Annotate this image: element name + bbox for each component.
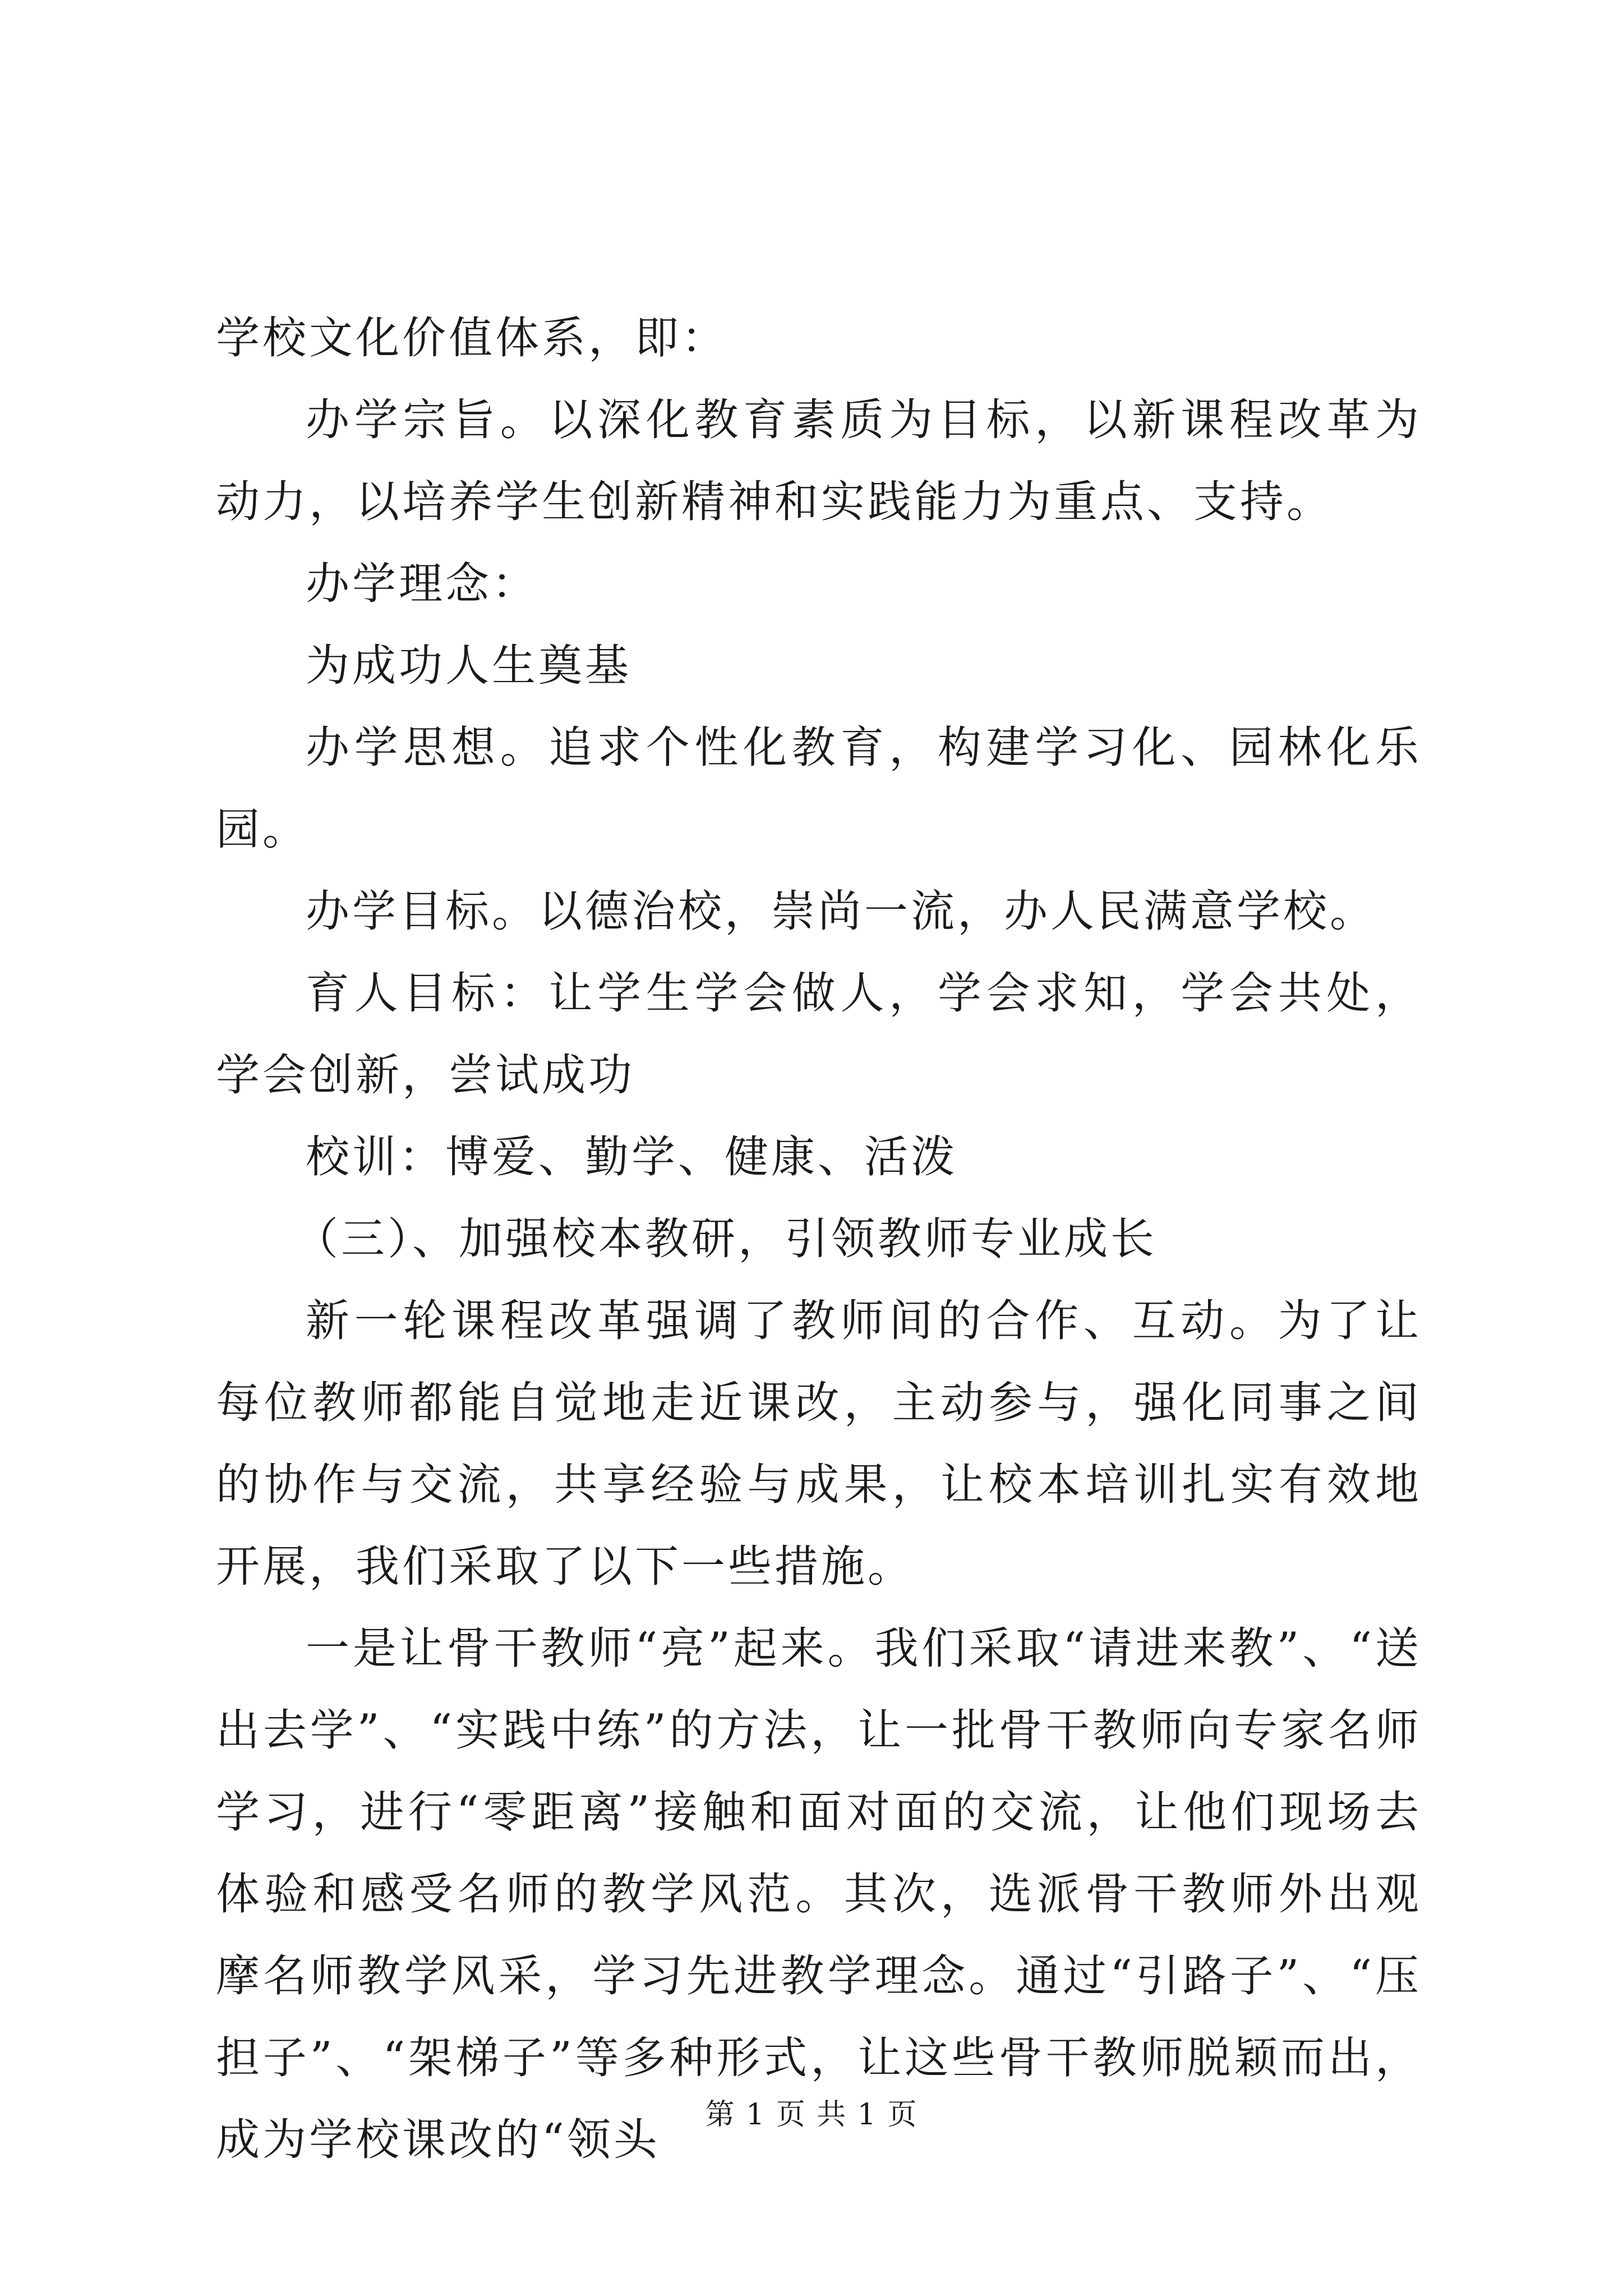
paragraph-intro: 学校文化价值体系，即： [216,313,728,364]
paragraph-key-teachers: 一是让骨干教师“亮”起来。我们采取“请进来教”、“送出去学”、“实践中练”的方法，让一批骨干教师向专家名师学习，进行“零距离”接触和面对面的交流，让他们现场去体验和感受名师的教学风范。其次，选派骨干教师外出观摩名师教学风采，学习先进教学理念。通过“引路子”、“压担子”、“架梯子”等多种形式，让这些骨干教师脱颖而出，成为学校课改的“领头 [216,1623,1422,2165]
paragraph-school-goal: 办学目标。以德治校，崇尚一流，办人民满意学校。 [306,886,1377,937]
paragraph-school-thought: 办学思想。追求个性化教育，构建学习化、园林化乐园。 [216,723,1422,855]
paragraph-school-philosophy: 为成功人生奠基 [306,641,632,691]
paragraph-school-motto: 校训：博爱、勤学、健康、活泼 [306,1132,958,1182]
paragraph-school-philosophy-label: 办学理念： [306,559,539,609]
document-body [216,297,1422,2181]
paragraph-school-purpose: 办学宗旨。以深化教育素质为目标，以新课程改革为动力，以培养学生创新精神和实践能力为重点、支持。 [216,395,1422,527]
paragraph-education-goal: 育人目标：让学生学会做人，学会求知，学会共处，学会创新，尝试成功 [216,968,1422,1101]
section-heading: （三）、加强校本教研，引领教师专业成长 [294,1214,1158,1264]
paragraph-curriculum-reform: 新一轮课程改革强调了教师间的合作、互动。为了让每位教师都能自觉地走近课改，主动参与，强化同事之间的协作与交流，共享经验与成果，让校本培训扎实有效地开展，我们采取了以下一些措施。 [216,1296,1422,1592]
page-footer: 第 1 页 共 1 页 [705,2098,918,2132]
